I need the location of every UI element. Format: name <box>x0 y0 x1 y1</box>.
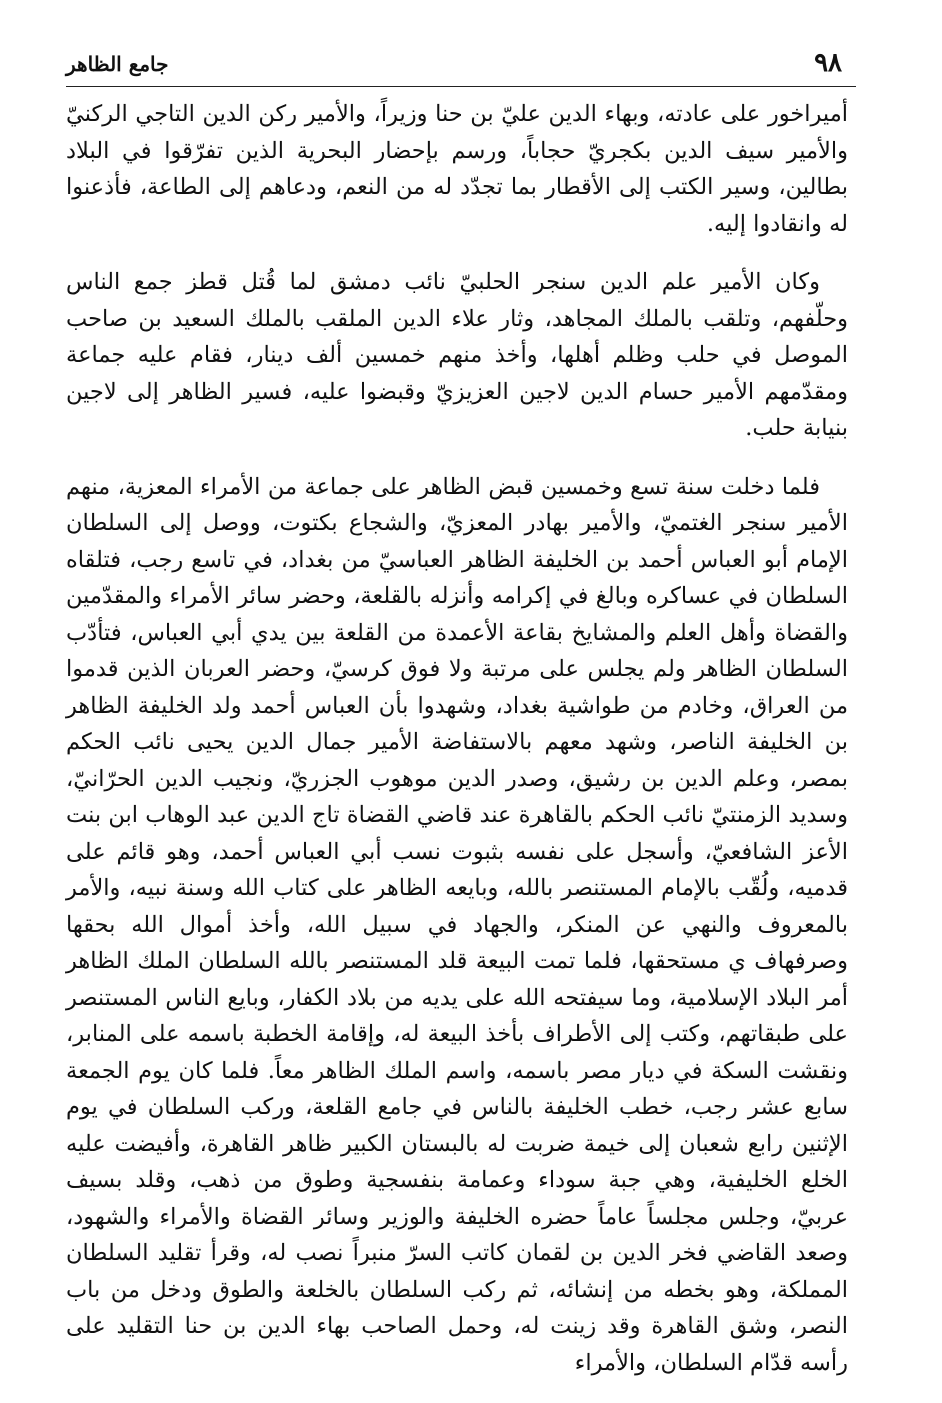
page-header <box>66 36 856 92</box>
body-text <box>66 96 848 1403</box>
paragraph-sanjar-halabi: وكان الأمير علم الدين سنجر الحلبيّ نائب دمشق لما قُتل قطز جمع الناس وحلّفهم، وتلقب بالملك المجاهد، وثار علاء الدين الملقب بالملك السعيد بن صاحب الموصل في حلب وظلم أهلها، وأخذ منهم خمسين ألف دينار، فقام عليه جماعة ومقدّمهم الأمير حسام الدين لاجين العزيزيّ وقبضوا عليه، فسير الظاهر إلى لاجين بنيابة حلب. <box>66 269 848 441</box>
page-number: ٩٨ <box>814 48 842 78</box>
header-rule <box>66 86 856 87</box>
running-title: جامع الظاهر <box>66 52 169 76</box>
paragraph-continuation: أميراخور على عادته، وبهاء الدين عليّ بن حنا وزيراً، والأمير ركن الدين التاجي الركنيّ والأمير سيف الدين بكجريّ حجاباً، ورسم بإحضار البحرية الذين تفرّقوا في البلاد بطالين، وسير الكتب إلى الأقطار بما تجدّد له من النعم، ودعاهم إلى الطاعة، فأذعنوا له وانقادوا إليه. <box>66 101 848 237</box>
paragraph-year-659: فلما دخلت سنة تسع وخمسين قبض الظاهر على جماعة من الأمراء المعزية، منهم الأمير سنجر الغتميّ، والأمير بهادر المعزيّ، والشجاع بكتوت، ووصل إلى السلطان الإمام أبو العباس أحمد بن الخليفة الظاهر العباسيّ من بغداد، في تاسع رجب، فتلقاه السلطان في عساكره وبالغ في إكرامه وأنزله بالقلعة، وحضر سائر الأمراء والمقدّمين والقضاة وأهل العلم والمشايخ بقاعة الأعمدة من القلعة بين يدي أبي العباس، فتأدّب السلطان الظاهر ولم يجلس على مرتبة ولا فوق كرسيّ، وحضر العربان الذين قدموا من العراق، وخادم من طواشية بغداد، وشهدوا بأن العباس أحمد ولد الخليفة الظاهر بن الخليفة الناصر، وشهد معهم بالاستفاضة الأمير جمال الدين يحيى نائب الحكم بمصر، وعلم الدين بن رشيق، وصدر الدين موهوب الجزريّ، ونجيب الدين الحرّانيّ، وسديد الزمنتيّ نائب الحكم بالقاهرة عند قاضي القضاة تاج الدين عبد الوهاب ابن بنت الأعز الشافعيّ، وأسجل على نفسه بثبوت نسب أبي العباس أحمد، وهو قائم على قدميه، ولُقّب بالإمام المستنصر بالله، وبايعه الظاهر على كتاب الله وسنة نبيه، والأمر بالمعروف والنهي عن المنكر، والجهاد في سبيل الله، وأخذ أموال الله بحقها وصرفهاف ي مستحقها، فلما تمت البيعة قلد المستنصر بالله السلطان الملك الظاهر أمر البلاد الإسلامية، وما سيفتحه الله على يديه من بلاد الكفار، وبايع الناس المستنصر على طبقاتهم، وكتب إلى الأطراف بأخذ البيعة له، وإقامة الخطبة باسمه على المنابر، ونقشت السكة في ديار مصر باسمه، واسم الملك الظاهر معاً. فلما كان يوم الجمعة سابع عشر رجب، خطب الخليفة بالناس في جامع القلعة، وركب السلطان في يوم الإثنين رابع شعبان إلى خيمة ضربت له بالبستان الكبير ظاهر القاهرة، وأفيضت عليه الخلع الخليفية، وهي جبة سوداء وعمامة بنفسجية وطوق من ذهب، وقلد بسيف عربيّ، وجلس مجلساً عاماً حضره الخليفة والوزير وسائر القضاة والأمراء والشهود، وصعد القاضي فخر الدين بن لقمان كاتب السرّ منبراً نصب له، وقرأ تقليد السلطان المملكة، وهو بخطه من إنشائه، ثم ركب السلطان بالخلعة والطوق ودخل من باب النصر، وشق القاهرة وقد زينت له، وحمل الصاحب بهاء الدين بن حنا التقليد على رأسه قدّام السلطان، والأمراء <box>66 473 848 1376</box>
